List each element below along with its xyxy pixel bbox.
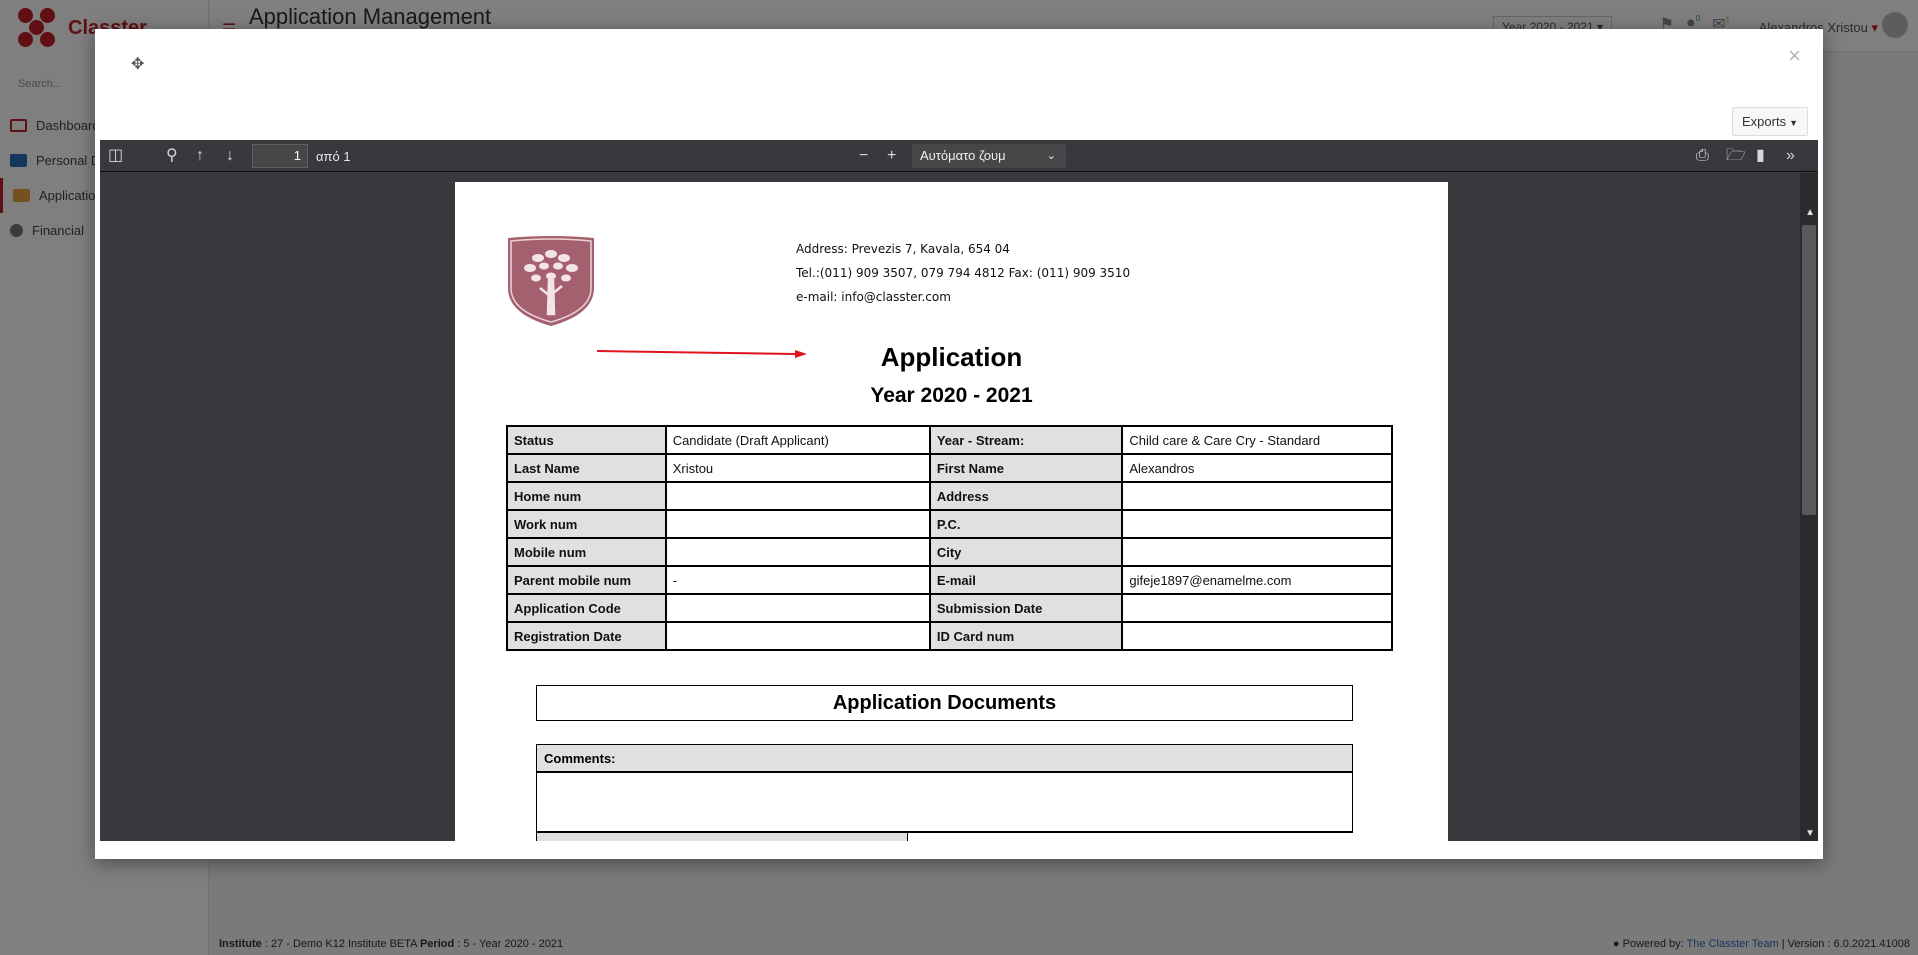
field-label: Last Name — [507, 454, 666, 482]
close-icon[interactable]: × — [1788, 43, 1801, 68]
table-row — [536, 832, 1353, 841]
school-crest-logo — [506, 234, 596, 326]
field-value: - — [666, 566, 930, 594]
exports-label: Exports — [1742, 114, 1787, 129]
field-label: ID Card num — [930, 622, 1123, 650]
field-value: gifeje1897@enamelme.com — [1122, 566, 1392, 594]
school-phone: Tel.:(011) 909 3507, 079 794 4812 Fax: (011) 909 3510 — [796, 266, 1131, 280]
field-value — [666, 538, 930, 566]
print-icon[interactable]: ⎙ — [1696, 147, 1709, 164]
pdf-viewer — [100, 140, 1818, 841]
table-row — [507, 538, 1392, 566]
comments-box — [536, 744, 1353, 832]
table-row — [507, 426, 1392, 454]
tools-chevron-icon[interactable]: » — [1786, 147, 1795, 164]
search-icon[interactable]: ⚲ — [166, 147, 178, 164]
field-value — [1122, 482, 1392, 510]
field-value — [666, 594, 930, 622]
document-title: Application — [880, 342, 1023, 372]
zoom-out-icon[interactable]: − — [859, 147, 869, 164]
field-label: Address — [930, 482, 1123, 510]
field-label: E-mail — [930, 566, 1123, 594]
page-count: από 1 — [316, 149, 351, 164]
table-row — [507, 454, 1392, 482]
field-value — [1122, 622, 1392, 650]
field-label: Mobile num — [507, 538, 666, 566]
table-row — [507, 510, 1392, 538]
table-row — [507, 622, 1392, 650]
previous-page-icon[interactable]: ↑ — [196, 147, 204, 164]
field-value — [666, 622, 930, 650]
field-value: Candidate (Draft Applicant) — [666, 426, 930, 454]
table-row — [507, 482, 1392, 510]
school-address: Address: Prevezis 7, Kavala, 654 04 — [796, 242, 1010, 256]
viewer-scrollbar[interactable] — [1800, 173, 1818, 841]
field-label: First Name — [930, 454, 1123, 482]
field-value: Alexandros — [1122, 454, 1392, 482]
field-label: Parent mobile num — [507, 566, 666, 594]
school-email: e-mail: info@classter.com — [796, 290, 951, 304]
bookmark-icon[interactable]: ▮ — [1756, 147, 1765, 164]
pdf-toolbar — [100, 140, 1818, 172]
field-label: Registration Date — [507, 622, 666, 650]
open-file-icon[interactable]: 🗁 — [1726, 147, 1746, 164]
pdf-modal — [95, 29, 1823, 859]
move-icon[interactable]: ✥ — [131, 56, 145, 73]
field-value: Xristou — [666, 454, 930, 482]
field-value: Child care & Care Cry - Standard — [1122, 426, 1392, 454]
field-label: Submission Date — [930, 594, 1123, 622]
field-label: Status — [507, 426, 666, 454]
field-value — [1122, 538, 1392, 566]
comments-body — [537, 773, 1352, 831]
field-value — [1122, 510, 1392, 538]
field-value — [666, 482, 930, 510]
exports-button[interactable] — [1732, 107, 1808, 136]
field-label: City — [930, 538, 1123, 566]
field-label: Work num — [507, 510, 666, 538]
table-row — [507, 594, 1392, 622]
page-number-input[interactable]: 1 — [252, 144, 308, 168]
chevron-down-icon: ⌄ — [1046, 150, 1056, 162]
sidebar-toggle-icon[interactable]: ◫ — [108, 147, 124, 164]
field-value — [1122, 594, 1392, 622]
school-contact-info — [796, 237, 1130, 309]
field-label: Application Code — [507, 594, 666, 622]
next-page-icon[interactable]: ↓ — [226, 147, 234, 164]
scroll-down-icon[interactable]: ▼ — [1805, 828, 1815, 839]
caret-down-icon: ▼ — [1789, 118, 1798, 128]
application-documents-heading: Application Documents — [536, 685, 1353, 721]
scroll-up-icon[interactable]: ▲ — [1805, 207, 1815, 218]
pdf-page — [455, 182, 1448, 841]
comments-label: Comments: — [537, 745, 1352, 773]
zoom-select-value: Αυτόματο ζουμ — [920, 148, 1006, 163]
document-year: Year 2020 - 2021 — [870, 384, 1033, 407]
table-row — [507, 566, 1392, 594]
scrollbar-thumb[interactable] — [1802, 225, 1816, 515]
zoom-select[interactable] — [912, 144, 1066, 168]
field-value — [666, 510, 930, 538]
field-label: Home num — [507, 482, 666, 510]
applicant-info-table — [506, 425, 1393, 651]
field-label: P.C. — [930, 510, 1123, 538]
field-label: Year - Stream: — [930, 426, 1123, 454]
zoom-in-icon[interactable]: + — [887, 147, 897, 164]
